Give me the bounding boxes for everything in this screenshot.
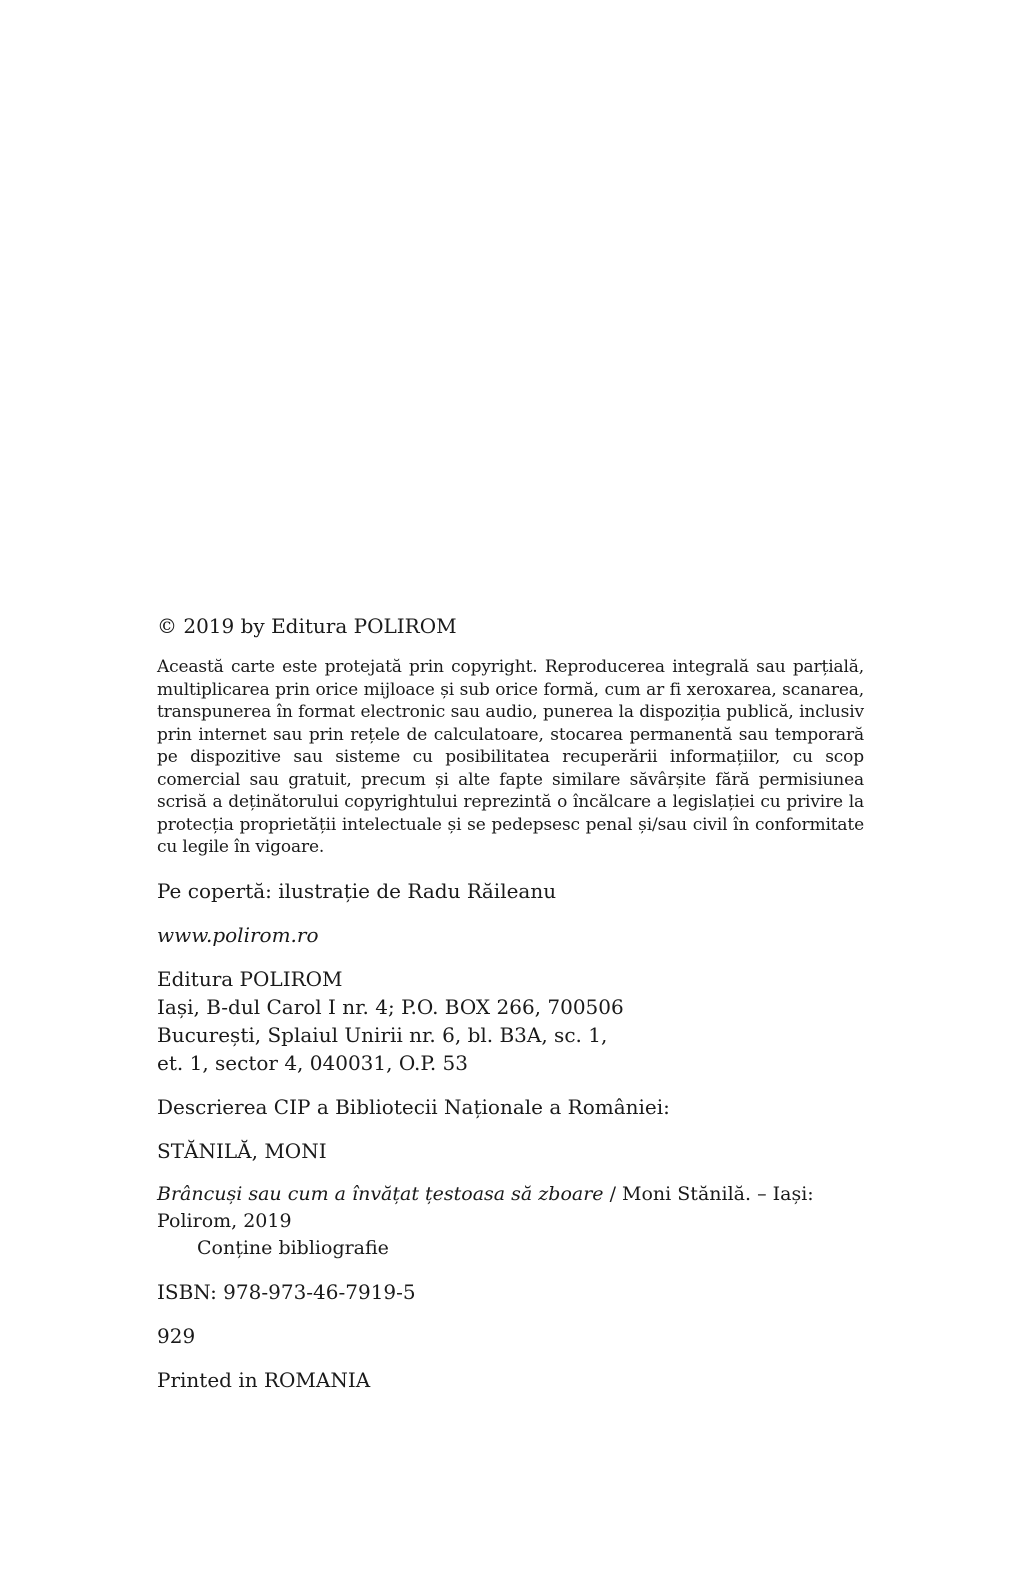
isbn: ISBN: 978-973-46-7919-5 xyxy=(157,1279,416,1304)
address-bucuresti-1: București, Splaiul Unirii nr. 6, bl. B3A, sc. 1, xyxy=(157,1022,608,1047)
legal-notice: Această carte este protejată prin copyright. Reproducerea integrală sau parțială, multiplicarea prin orice mijloace și sub orice formă, cum ar fi xeroxarea, scanarea, transpunerea în format electronic sau audio, punerea la dispoziția publică, inclusiv prin internet sau prin rețele de calculatoare, stocarea permanentă sau temporară pe dispozitive sau sisteme cu posibilitatea recuperării informațiilor, cu scop comercial sau gratuit, precum și alte fapte similare săvârșite fără permisiunea scrisă a deținătorului copyrightului reprezintă o încălcare a legislației cu privire la protecția proprietății intelectuale și se pedepsesc penal și/sau civil în conformitate cu legile în vigoare. xyxy=(157,657,864,857)
printed-in: Printed in ROMANIA xyxy=(157,1367,371,1392)
colophon-page xyxy=(157,612,864,1394)
classification-number: 929 xyxy=(157,1323,196,1348)
address-bucuresti-2: et. 1, sector 4, 040031, O.P. 53 xyxy=(157,1050,468,1075)
cip-author: STĂNILĂ, MONI xyxy=(157,1138,327,1163)
cip-entry xyxy=(157,1181,864,1262)
cover-credit: Pe copertă: ilustrație de Radu Răileanu xyxy=(157,878,557,903)
cip-heading: Descrierea CIP a Bibliotecii Naționale a României: xyxy=(157,1094,670,1119)
cip-title: Brâncuși sau cum a învățat țestoasa să zboare xyxy=(157,1182,604,1205)
cip-responsibility: / Moni Stănilă. – Iași: Polirom, 2019 xyxy=(157,1182,814,1232)
publisher-name: Editura POLIROM xyxy=(157,966,343,991)
copyright-line: © 2019 by Editura POLIROM xyxy=(157,614,457,638)
publisher-address xyxy=(157,965,864,1077)
address-iasi: Iași, B-dul Carol I nr. 4; P.O. BOX 266, 700506 xyxy=(157,994,624,1019)
cip-note: Conține bibliografie xyxy=(197,1236,389,1259)
cip-title-line xyxy=(157,1181,864,1235)
website-link[interactable]: www.polirom.ro xyxy=(157,922,319,947)
